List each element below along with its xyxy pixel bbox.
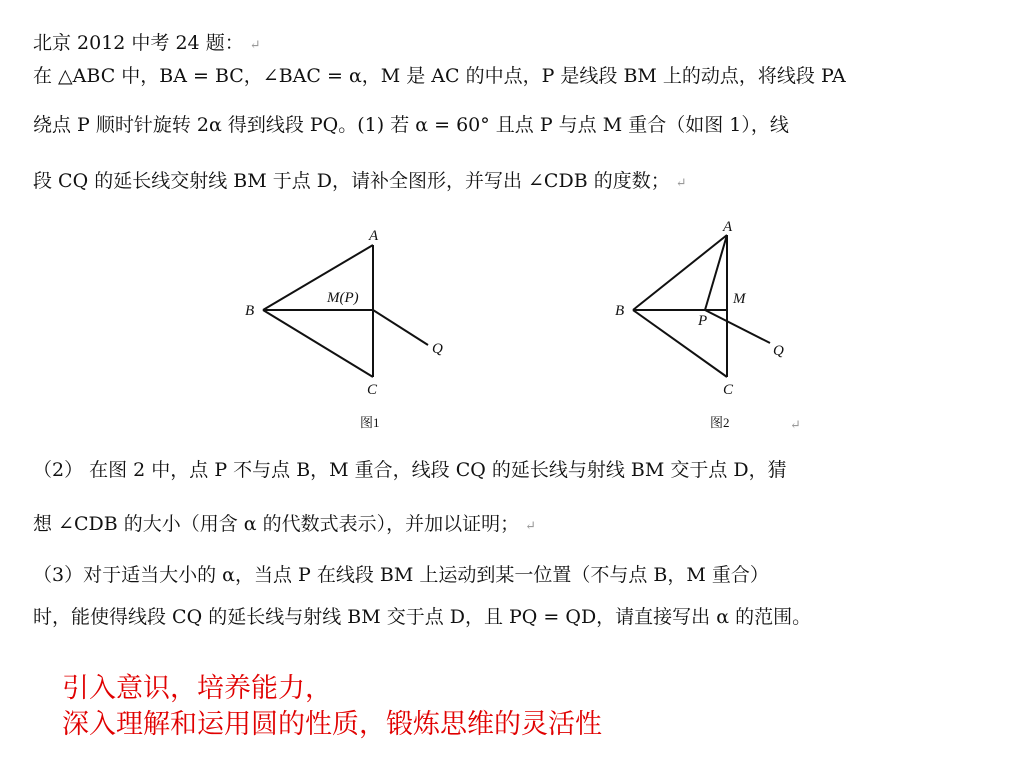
note-line-1: 引入意识，培养能力， <box>62 673 332 704</box>
problem-line-1: 在 △ABC 中，BA = BC，∠BAC = α，M 是 AC 的中点，P 是线段 BM 上的动点，将线段 PA <box>33 65 846 87</box>
segment-PQ <box>705 310 770 343</box>
figure-1-caption: 图1 <box>360 415 380 430</box>
figure-2 <box>605 215 835 434</box>
part-3-line-1: （3）对于适当大小的 α，当点 P 在线段 BM 上运动到某一位置（不与点 B，M 重合） <box>33 564 769 586</box>
label-B: B <box>615 303 625 319</box>
segment-PA <box>705 235 727 310</box>
figure-2-return-mark: ↵ <box>790 417 801 430</box>
label-Q: Q <box>432 341 443 357</box>
segment-BA <box>633 235 727 310</box>
segment-BC <box>633 310 727 377</box>
note-line-2: 深入理解和运用圆的性质，锻炼思维的灵活性 <box>62 709 602 740</box>
segment-BC <box>263 310 373 377</box>
label-A: A <box>723 219 733 235</box>
label-P: P <box>698 313 708 329</box>
label-C: C <box>723 382 734 398</box>
figure-1 <box>235 215 465 434</box>
part-3-line-2: 时，能使得线段 CQ 的延长线与射线 BM 交于点 D，且 PQ = QD，请直接写出 α 的范围。 <box>33 606 812 628</box>
figure-2-diagram <box>605 215 835 430</box>
label-M-P: M(P) <box>327 290 359 306</box>
problem-line-2: 绕点 P 顺时针旋转 2α 得到线段 PQ。(1) 若 α = 60° 且点 P 与点 M 重合（如图 1），线 <box>33 114 789 136</box>
label-B: B <box>245 303 255 319</box>
label-M: M <box>733 291 746 307</box>
figure-1-diagram <box>235 215 465 430</box>
part-2-line-2: 想 ∠CDB 的大小（用含 α 的代数式表示），并加以证明； ↵ <box>33 513 537 535</box>
segment-PQ <box>373 310 428 345</box>
problem-heading: 北京 2012 中考 24 题： ↵ <box>33 32 261 54</box>
problem-line-3: 段 CQ 的延长线交射线 BM 于点 D，请补全图形，并写出 ∠CDB 的度数； ↵ <box>33 170 687 192</box>
label-A: A <box>369 228 379 244</box>
part-2-line-1: （2） 在图 2 中，点 P 不与点 B，M 重合，线段 CQ 的延长线与射线 BM 交于点 D，猜 <box>33 459 787 481</box>
label-Q: Q <box>773 343 784 359</box>
label-C: C <box>367 382 378 398</box>
figure-2-caption: 图2 <box>710 415 730 430</box>
